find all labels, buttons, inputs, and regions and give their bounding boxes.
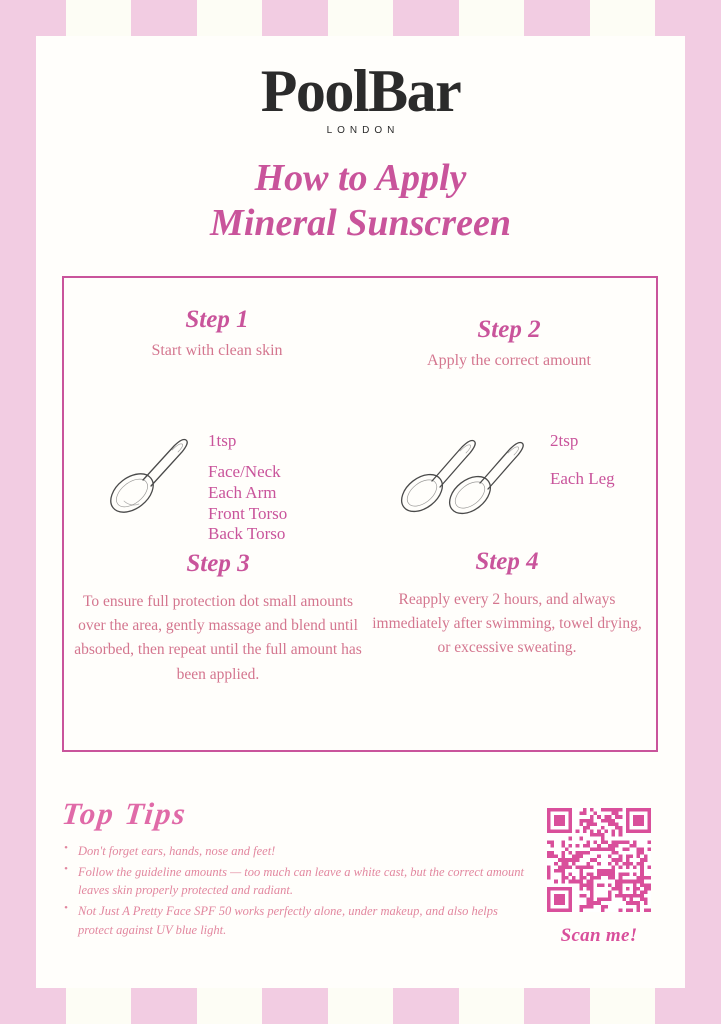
logo-subtitle: LONDON xyxy=(326,124,400,136)
step-2-subtitle: Apply the correct amount xyxy=(427,351,591,369)
amount-area: Face/Neck xyxy=(208,461,281,481)
spoon-icon-double xyxy=(394,426,544,527)
top-tips-section xyxy=(62,796,532,942)
amount-area: Each Leg xyxy=(550,468,615,488)
top-tips-list xyxy=(62,842,532,939)
amount-areas-1tsp xyxy=(208,462,287,546)
amount-group-2tsp xyxy=(394,426,615,527)
amount-area: Each Arm xyxy=(208,482,277,502)
tip-item: • Not Just A Pretty Face SPF 50 works perfectly alone, under makeup, and also helps protect against UV blue light. xyxy=(62,902,532,938)
steps-frame xyxy=(62,276,658,752)
page-title-line1: How to Apply xyxy=(254,156,467,199)
step-4-heading: Step 4 xyxy=(475,548,539,575)
border-rail-right xyxy=(685,0,721,1024)
amount-group-1tsp xyxy=(102,426,287,545)
step-3-body: To ensure full protection dot small amounts over the area, gently massage and blend until absorbed, then repeat until the full amount has been applied. xyxy=(74,592,362,683)
border-rail-left xyxy=(0,0,36,1024)
step-2 xyxy=(364,316,654,371)
step-2-heading: Step 2 xyxy=(477,316,541,343)
page-title xyxy=(36,156,685,246)
amount-text-2tsp xyxy=(550,426,615,489)
amount-label-1tsp: 1tsp xyxy=(208,431,237,450)
step-1 xyxy=(72,306,362,361)
step-1-subtitle: Start with clean skin xyxy=(151,341,283,359)
step-1-heading: Step 1 xyxy=(185,306,249,333)
step-3 xyxy=(74,550,362,687)
step-4 xyxy=(366,548,648,661)
tip-item: • Follow the guideline amounts — too much can leave a white cast, but the correct amount leaves skin properly protected and radiant. xyxy=(62,863,532,899)
qr-code[interactable] xyxy=(547,808,651,912)
amount-area: Front Torso xyxy=(208,503,288,523)
logo-wordmark: PoolBar xyxy=(260,58,461,124)
top-tips-heading: Top Tips xyxy=(60,796,189,831)
amount-text-1tsp xyxy=(208,426,287,545)
amount-area: Back Torso xyxy=(208,524,286,544)
brand-logo xyxy=(36,36,685,136)
page-title-line2: Mineral Sunscreen xyxy=(210,201,511,244)
amount-label-2tsp: 2tsp xyxy=(550,431,579,450)
tip-item: • Don't forget ears, hands, nose and feet! xyxy=(62,842,532,860)
qr-caption: Scan me! xyxy=(560,925,638,946)
step-3-heading: Step 3 xyxy=(186,550,250,577)
qr-section xyxy=(541,808,657,947)
step-4-body: Reapply every 2 hours, and always immediately after swimming, towel drying, or excessive sweating. xyxy=(372,590,642,657)
poster-card xyxy=(36,36,685,988)
spoon-icon-single xyxy=(102,426,202,527)
